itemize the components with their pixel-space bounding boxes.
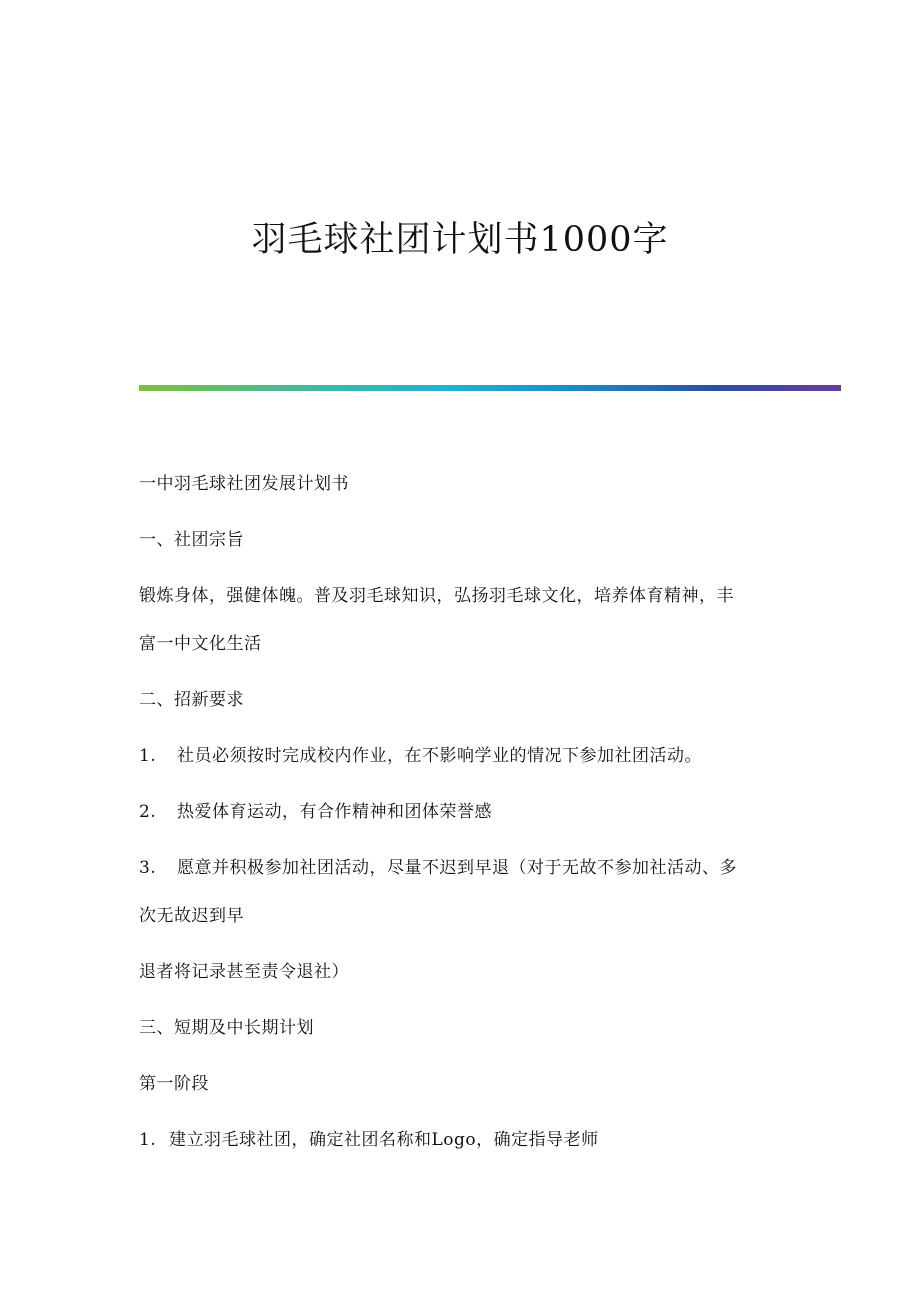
list-item: [139, 856, 737, 880]
list-item: [139, 800, 492, 824]
section-title-recruitment: 二、招新要求: [139, 690, 244, 710]
list-item-number: 1.: [139, 746, 157, 766]
list-item-number: 1.: [139, 1130, 157, 1150]
purpose-text-line-2: 富一中文化生活: [139, 634, 262, 654]
list-item: [139, 1128, 599, 1152]
document-heading: 一中羽毛球社团发展计划书: [139, 474, 349, 494]
list-item-continuation: 退者将记录甚至责令退社）: [139, 962, 349, 982]
list-item-text: 建立羽毛球社团，确定社团名称和Logo，确定指导老师: [169, 1130, 599, 1150]
list-item-continuation: 次无故迟到早: [139, 906, 244, 926]
section-title-purpose: 一、社团宗旨: [139, 530, 244, 550]
document-title: 羽毛球社团计划书1000字: [251, 220, 669, 260]
section-title-plans: 三、短期及中长期计划: [139, 1018, 314, 1038]
list-item-text: 热爱体育运动，有合作精神和团体荣誉感: [177, 802, 492, 822]
list-item-text: 愿意并积极参加社团活动，尽量不迟到早退（对于无故不参加社活动、多: [177, 858, 737, 878]
list-item-text: 社员必须按时完成校内作业，在不影响学业的情况下参加社团活动。: [177, 746, 702, 766]
gradient-divider: [139, 385, 841, 391]
list-item-number: 2.: [139, 802, 157, 822]
list-item: [139, 744, 702, 768]
list-item-number: 3.: [139, 858, 157, 878]
purpose-text-line-1: 锻炼身体，强健体魄。普及羽毛球知识，弘扬羽毛球文化，培养体育精神，丰: [139, 586, 734, 606]
stage-title: 第一阶段: [139, 1074, 209, 1094]
